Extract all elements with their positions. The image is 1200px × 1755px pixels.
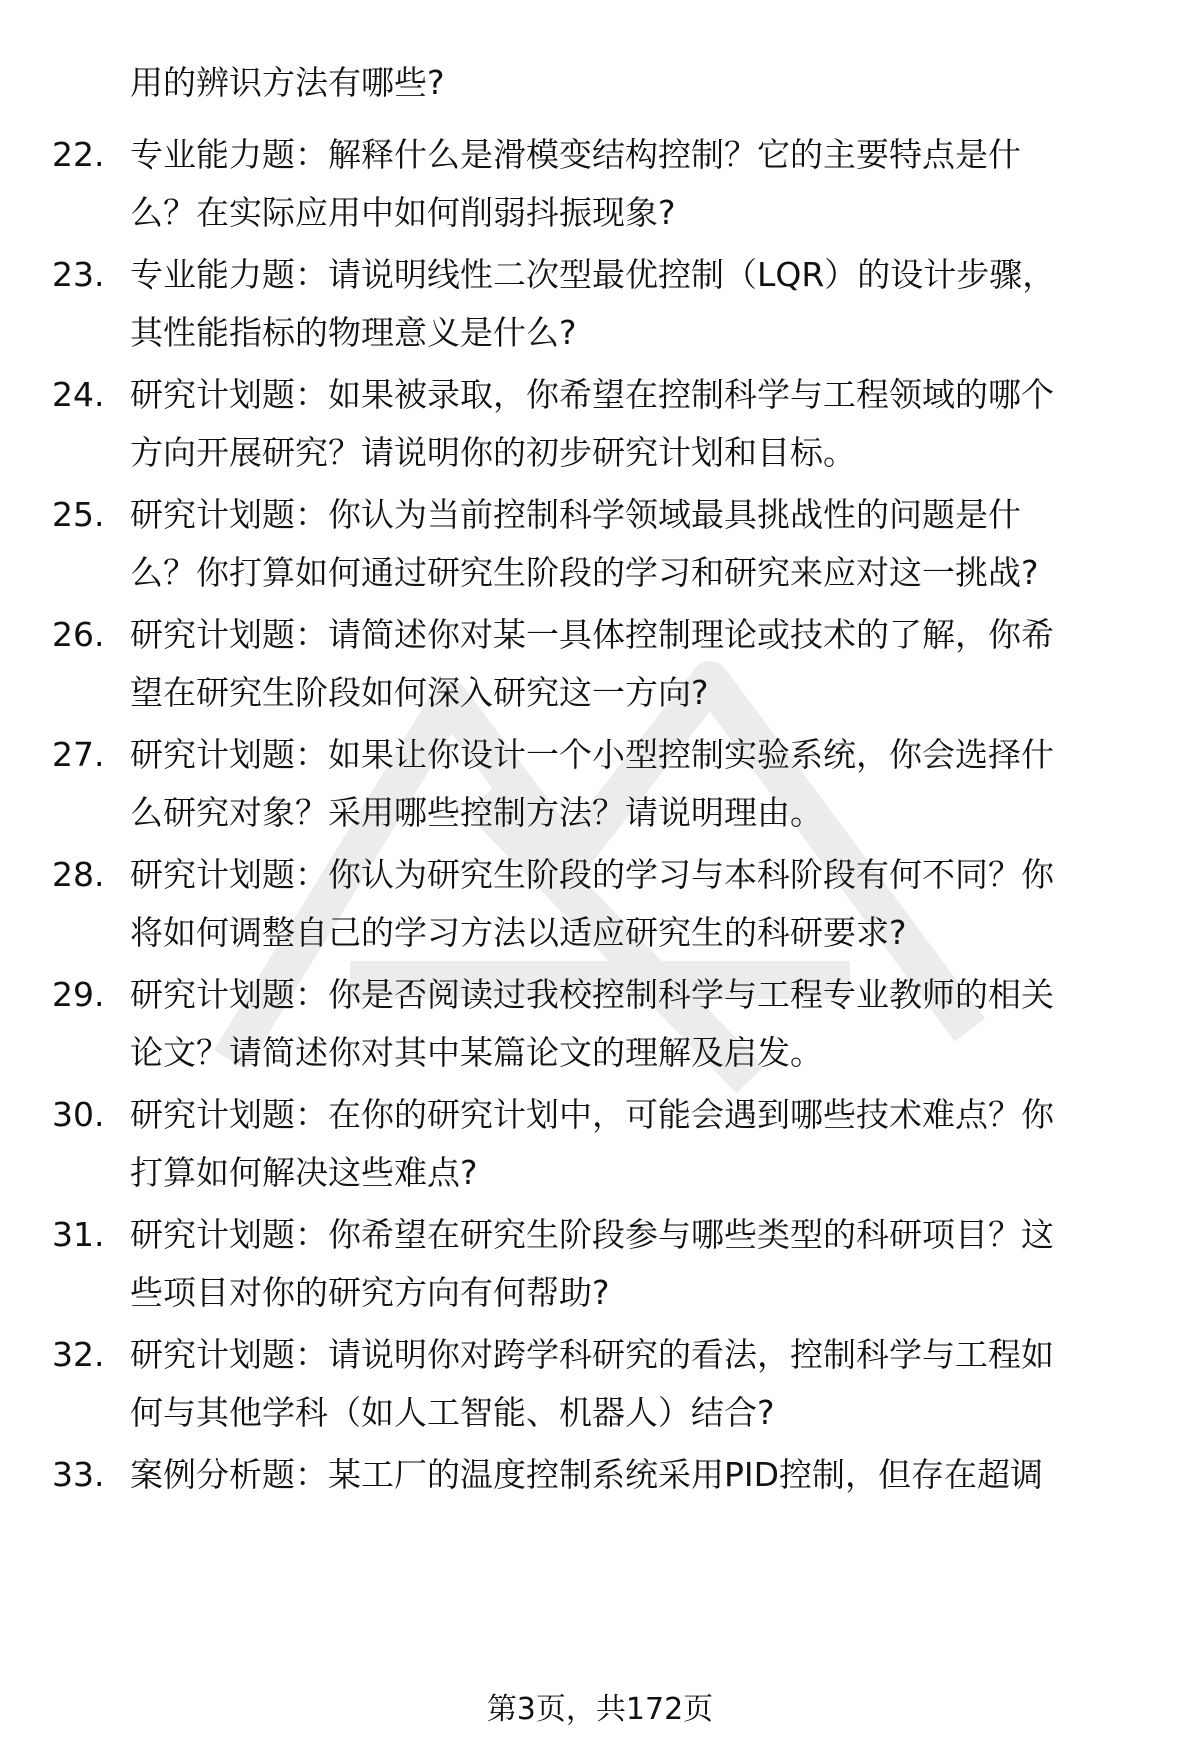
question-item <box>0 486 1200 602</box>
question-item <box>0 846 1200 962</box>
question-line: 专业能力题：解释什么是滑模变结构控制？它的主要特点是什 <box>130 135 1021 174</box>
page-footer: 第3页，共172页 <box>486 1692 714 1727</box>
question-line: 方向开展研究？请说明你的初步研究计划和目标。 <box>130 433 856 472</box>
question-text <box>130 1446 1130 1504</box>
question-number: 29. <box>52 975 105 1014</box>
question-number: 30. <box>52 1095 105 1134</box>
question-line: 研究计划题：你是否阅读过我校控制科学与工程专业教师的相关 <box>130 975 1054 1014</box>
question-line: 案例分析题：某工厂的温度控制系统采用PID控制，但存在超调 <box>130 1455 1044 1494</box>
question-number: 27. <box>52 735 105 774</box>
question-item <box>0 966 1200 1082</box>
question-line: 望在研究生阶段如何深入研究这一方向? <box>130 673 709 712</box>
question-number: 31. <box>52 1215 105 1254</box>
question-number: 32. <box>52 1335 105 1374</box>
question-line: 研究计划题：你认为研究生阶段的学习与本科阶段有何不同？你 <box>130 855 1054 894</box>
question-text <box>130 126 1130 242</box>
question-line: 打算如何解决这些难点? <box>130 1153 478 1192</box>
question-item <box>0 1206 1200 1322</box>
question-line: 研究计划题：你希望在研究生阶段参与哪些类型的科研项目？这 <box>130 1215 1054 1254</box>
question-text <box>130 966 1130 1082</box>
question-number: 22. <box>52 135 105 174</box>
question-number: 25. <box>52 495 105 534</box>
question-line: 何与其他学科（如人工智能、机器人）结合? <box>130 1393 775 1432</box>
question-text <box>130 246 1130 362</box>
question-line: 将如何调整自己的学习方法以适应研究生的科研要求? <box>130 913 907 952</box>
question-line: 么？在实际应用中如何削弱抖振现象? <box>130 193 676 232</box>
question-line: 其性能指标的物理意义是什么? <box>130 313 577 352</box>
question-item <box>0 1326 1200 1442</box>
question-number: 28. <box>52 855 105 894</box>
question-text <box>130 606 1130 722</box>
question-line: 研究计划题：如果让你设计一个小型控制实验系统，你会选择什 <box>130 735 1054 774</box>
question-line: 研究计划题：如果被录取，你希望在控制科学与工程领域的哪个 <box>130 375 1054 414</box>
question-line: 专业能力题：请说明线性二次型最优控制（LQR）的设计步骤， <box>130 255 1056 294</box>
question-number: 24. <box>52 375 105 414</box>
question-line: 么？你打算如何通过研究生阶段的学习和研究来应对这一挑战? <box>130 553 1039 592</box>
question-line: 么研究对象？采用哪些控制方法？请说明理由。 <box>130 793 823 832</box>
question-number: 23. <box>52 255 105 294</box>
question-line: 研究计划题：在你的研究计划中，可能会遇到哪些技术难点？你 <box>130 1095 1054 1134</box>
question-line: 研究计划题：请说明你对跨学科研究的看法，控制科学与工程如 <box>130 1335 1054 1374</box>
question-item <box>0 606 1200 722</box>
question-number: 26. <box>52 615 105 654</box>
question-item <box>0 126 1200 242</box>
question-line: 研究计划题：你认为当前控制科学领域最具挑战性的问题是什 <box>130 495 1021 534</box>
question-line: 研究计划题：请简述你对某一具体控制理论或技术的了解，你希 <box>130 615 1054 654</box>
question-item <box>0 726 1200 842</box>
question-line: 些项目对你的研究方向有何帮助? <box>130 1273 610 1312</box>
question-text <box>130 1206 1130 1322</box>
question-text <box>130 1086 1130 1202</box>
question-text <box>130 1326 1130 1442</box>
question-number: 33. <box>52 1455 105 1494</box>
question-text <box>130 486 1130 602</box>
question-item <box>0 246 1200 362</box>
question-text <box>130 726 1130 842</box>
question-line: 论文？请简述你对其中某篇论文的理解及启发。 <box>130 1033 823 1072</box>
question-item <box>0 1086 1200 1202</box>
continuation-text: 用的辨识方法有哪些? <box>130 63 445 102</box>
question-item <box>0 366 1200 482</box>
question-item <box>0 1446 1200 1562</box>
question-text <box>130 846 1130 962</box>
question-text <box>130 366 1130 482</box>
